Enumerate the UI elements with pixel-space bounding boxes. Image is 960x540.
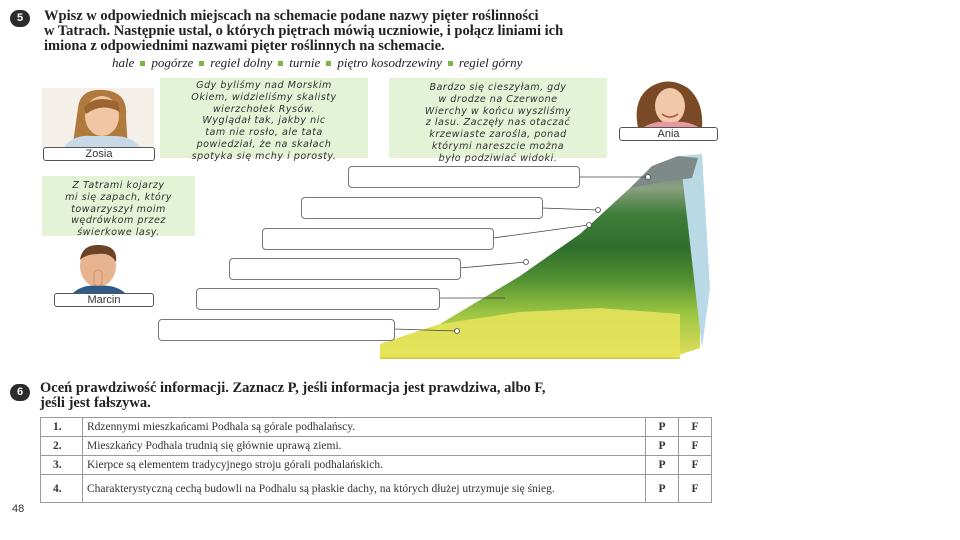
row-number: 3.: [41, 456, 83, 475]
true-option[interactable]: P: [646, 475, 679, 503]
statement-text: Rdzennymi mieszkańcami Podhala są górale podhalańscy.: [83, 418, 646, 437]
word-bank-item: hale: [112, 55, 135, 70]
word-bank-item: pogórze: [151, 55, 194, 70]
true-option[interactable]: P: [646, 418, 679, 437]
speech-line: Okiem, widzieliśmy skalisty: [191, 91, 337, 103]
speech-line: mi się zapach, który: [65, 191, 172, 203]
speech-line: wierzchołek Rysów.: [212, 103, 316, 115]
name-label-marcin: Marcin: [54, 293, 154, 307]
task-6-instruction: [40, 381, 740, 411]
speech-line: krzewiaste zarośla, ponad: [429, 129, 567, 141]
table-row: [41, 418, 712, 437]
speech-line: tam nie rosło, ale tata: [205, 127, 323, 139]
speech-line: którymi nareszcie można: [431, 140, 565, 152]
instruction-line: jeśli jest fałszywa.: [40, 395, 151, 411]
marker-dot: [524, 260, 529, 265]
marker-dot: [455, 329, 460, 334]
task-6-number-badge: 6: [10, 384, 30, 401]
false-option[interactable]: F: [679, 418, 712, 437]
speech-line: Z Tatrami kojarzy: [72, 180, 165, 191]
zone-answer-box-4[interactable]: [229, 258, 461, 280]
true-false-table: [40, 417, 712, 503]
statement-text: Kierpce są elementem tradycyjnego stroju górali podhalańskich.: [83, 456, 646, 475]
word-bank-item: regiel dolny: [210, 55, 273, 70]
instruction-line: w Tatrach. Następnie ustal, o których piętrach mówią uczniowie, i połącz liniami ich: [44, 23, 564, 39]
row-number: 2.: [41, 437, 83, 456]
speech-line: wędrówkom przez: [71, 215, 166, 227]
word-bank-item: turnie: [289, 55, 321, 70]
false-option[interactable]: F: [679, 475, 712, 503]
task-5-number-badge: 5: [10, 10, 30, 27]
instruction-line: imiona z odpowiednimi nazwami pięter roślinnych na schemacie.: [44, 38, 445, 54]
false-option[interactable]: F: [679, 437, 712, 456]
row-number: 4.: [41, 475, 83, 503]
speech-line: Wyglądał tak, jakby nic: [202, 115, 326, 127]
speech-line: Gdy byliśmy nad Morskim: [196, 80, 332, 91]
true-option[interactable]: P: [646, 437, 679, 456]
speech-line: w drodze na Czerwone: [438, 93, 558, 105]
instruction-line: Wpisz w odpowiednich miejscach na schemacie podane nazwy pięter roślinności: [44, 8, 539, 24]
marker-dot: [587, 223, 592, 228]
statement-text: Charakterystyczną cechą budowli na Podhalu są płaskie dachy, na których dłużej utrzymuje się śnieg.: [83, 475, 646, 503]
zone-answer-box-5[interactable]: [196, 288, 440, 310]
speech-line: było podziwiać widoki.: [438, 152, 558, 164]
table-row: [41, 475, 712, 503]
row-number: 1.: [41, 418, 83, 437]
speech-line: Wierchy w końcu wyszliśmy: [424, 105, 572, 117]
word-bank-item: regiel górny: [458, 55, 523, 70]
name-label-zosia: Zosia: [43, 147, 155, 161]
zone-answer-box-3[interactable]: [262, 228, 494, 250]
speech-line: spotyka się mchy i porosty.: [191, 150, 337, 162]
true-option[interactable]: P: [646, 456, 679, 475]
marker-dot: [596, 208, 601, 213]
table-row: [41, 437, 712, 456]
marker-dot: [646, 175, 651, 180]
zone-answer-box-2[interactable]: [301, 197, 543, 219]
name-label-ania: Ania: [619, 127, 718, 141]
speech-line: Bardzo się cieszyłam, gdy: [429, 82, 567, 93]
instruction-line: Oceń prawdziwość informacji. Zaznacz P, jeśli informacja jest prawdziwa, albo F,: [40, 380, 546, 396]
false-option[interactable]: F: [679, 456, 712, 475]
speech-line: z lasu. Zaczęły nas otaczać: [425, 117, 571, 129]
speech-line: powiedział, że na skałach: [196, 138, 332, 150]
zone-answer-box-1[interactable]: [348, 166, 580, 188]
speech-line: towarzyszył moim: [71, 203, 166, 215]
statement-text: Mieszkańcy Podhala trudnią się głównie uprawą ziemi.: [83, 437, 646, 456]
page-number: 48: [12, 503, 25, 515]
word-bank-item: piętro kosodrzewiny: [337, 55, 442, 70]
table-row: [41, 456, 712, 475]
zone-answer-box-6[interactable]: [158, 319, 395, 341]
speech-line: świerkowe lasy.: [77, 227, 160, 239]
